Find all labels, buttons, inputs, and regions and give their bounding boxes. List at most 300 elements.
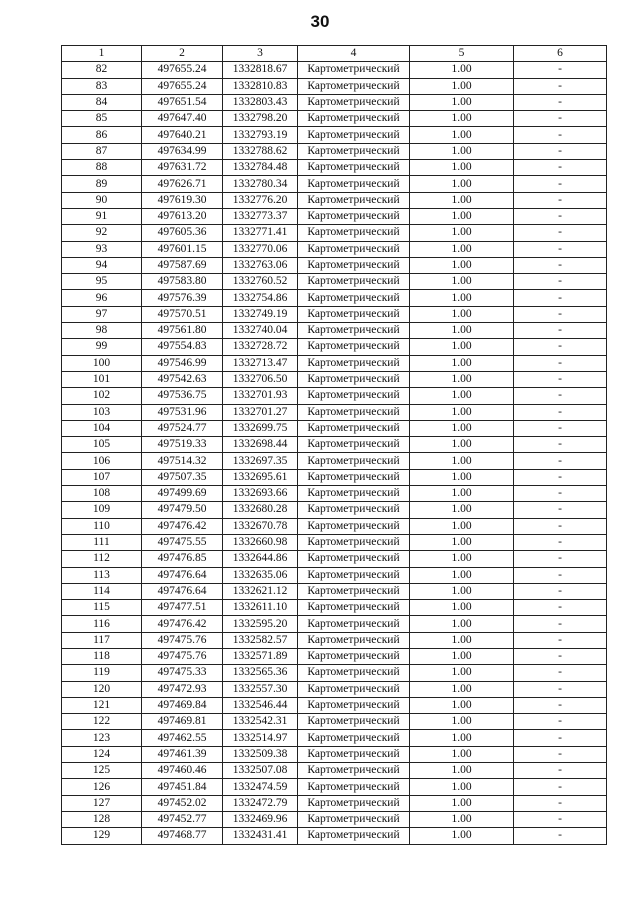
note-cell: - — [514, 192, 607, 208]
y-coordinate-cell: 1332557.30 — [223, 681, 298, 697]
point-number-cell: 89 — [62, 176, 142, 192]
method-cell: Картометрический — [298, 225, 410, 241]
table-row — [62, 763, 607, 779]
note-cell: - — [514, 730, 607, 746]
method-cell: Картометрический — [298, 420, 410, 436]
table-row — [62, 486, 607, 502]
x-coordinate-cell: 497651.54 — [142, 94, 223, 110]
note-cell: - — [514, 453, 607, 469]
accuracy-cell: 1.00 — [410, 143, 514, 159]
y-coordinate-cell: 1332472.79 — [223, 795, 298, 811]
point-number-cell: 125 — [62, 763, 142, 779]
x-coordinate-cell: 497531.96 — [142, 404, 223, 420]
point-number-cell: 91 — [62, 208, 142, 224]
note-cell: - — [514, 404, 607, 420]
y-coordinate-cell: 1332776.20 — [223, 192, 298, 208]
point-number-cell: 109 — [62, 502, 142, 518]
point-number-cell: 127 — [62, 795, 142, 811]
x-coordinate-cell: 497499.69 — [142, 486, 223, 502]
note-cell: - — [514, 127, 607, 143]
method-cell: Картометрический — [298, 176, 410, 192]
y-coordinate-cell: 1332635.06 — [223, 567, 298, 583]
point-number-cell: 92 — [62, 225, 142, 241]
accuracy-cell: 1.00 — [410, 681, 514, 697]
x-coordinate-cell: 497655.24 — [142, 62, 223, 78]
note-cell: - — [514, 518, 607, 534]
x-coordinate-cell: 497475.55 — [142, 534, 223, 550]
note-cell: - — [514, 241, 607, 257]
x-coordinate-cell: 497507.35 — [142, 469, 223, 485]
method-cell: Картометрический — [298, 437, 410, 453]
y-coordinate-cell: 1332582.57 — [223, 632, 298, 648]
table-row — [62, 241, 607, 257]
point-number-cell: 104 — [62, 420, 142, 436]
method-cell: Картометрический — [298, 616, 410, 632]
note-cell: - — [514, 567, 607, 583]
accuracy-cell: 1.00 — [410, 192, 514, 208]
y-coordinate-cell: 1332611.10 — [223, 600, 298, 616]
point-number-cell: 122 — [62, 714, 142, 730]
table-row — [62, 600, 607, 616]
y-coordinate-cell: 1332793.19 — [223, 127, 298, 143]
point-number-cell: 100 — [62, 355, 142, 371]
point-number-cell: 103 — [62, 404, 142, 420]
accuracy-cell: 1.00 — [410, 779, 514, 795]
table-row — [62, 274, 607, 290]
y-coordinate-cell: 1332507.08 — [223, 763, 298, 779]
method-cell: Картометрический — [298, 811, 410, 827]
method-cell: Картометрический — [298, 62, 410, 78]
point-number-cell: 117 — [62, 632, 142, 648]
method-cell: Картометрический — [298, 453, 410, 469]
accuracy-cell: 1.00 — [410, 486, 514, 502]
note-cell: - — [514, 469, 607, 485]
column-header-2: 2 — [142, 46, 223, 62]
note-cell: - — [514, 355, 607, 371]
table-row — [62, 437, 607, 453]
method-cell: Картометрический — [298, 746, 410, 762]
point-number-cell: 118 — [62, 648, 142, 664]
table-row — [62, 143, 607, 159]
x-coordinate-cell: 497475.33 — [142, 665, 223, 681]
y-coordinate-cell: 1332660.98 — [223, 534, 298, 550]
method-cell: Картометрический — [298, 127, 410, 143]
note-cell: - — [514, 600, 607, 616]
accuracy-cell: 1.00 — [410, 502, 514, 518]
note-cell: - — [514, 502, 607, 518]
x-coordinate-cell: 497655.24 — [142, 78, 223, 94]
accuracy-cell: 1.00 — [410, 714, 514, 730]
accuracy-cell: 1.00 — [410, 404, 514, 420]
table-row — [62, 306, 607, 322]
accuracy-cell: 1.00 — [410, 534, 514, 550]
coordinates-table — [61, 45, 607, 845]
table-header — [62, 46, 607, 62]
column-header-6: 6 — [514, 46, 607, 62]
point-number-cell: 90 — [62, 192, 142, 208]
note-cell: - — [514, 339, 607, 355]
method-cell: Картометрический — [298, 502, 410, 518]
y-coordinate-cell: 1332695.61 — [223, 469, 298, 485]
point-number-cell: 124 — [62, 746, 142, 762]
point-number-cell: 102 — [62, 388, 142, 404]
y-coordinate-cell: 1332698.44 — [223, 437, 298, 453]
accuracy-cell: 1.00 — [410, 127, 514, 143]
y-coordinate-cell: 1332701.93 — [223, 388, 298, 404]
x-coordinate-cell: 497475.76 — [142, 632, 223, 648]
method-cell: Картометрический — [298, 486, 410, 502]
x-coordinate-cell: 497452.77 — [142, 811, 223, 827]
table-row — [62, 388, 607, 404]
note-cell: - — [514, 290, 607, 306]
accuracy-cell: 1.00 — [410, 795, 514, 811]
accuracy-cell: 1.00 — [410, 730, 514, 746]
table-row — [62, 714, 607, 730]
x-coordinate-cell: 497476.85 — [142, 551, 223, 567]
point-number-cell: 83 — [62, 78, 142, 94]
accuracy-cell: 1.00 — [410, 632, 514, 648]
x-coordinate-cell: 497554.83 — [142, 339, 223, 355]
note-cell: - — [514, 143, 607, 159]
table-row — [62, 176, 607, 192]
note-cell: - — [514, 111, 607, 127]
accuracy-cell: 1.00 — [410, 355, 514, 371]
method-cell: Картометрический — [298, 567, 410, 583]
point-number-cell: 93 — [62, 241, 142, 257]
note-cell: - — [514, 225, 607, 241]
accuracy-cell: 1.00 — [410, 763, 514, 779]
x-coordinate-cell: 497476.64 — [142, 583, 223, 599]
y-coordinate-cell: 1332771.41 — [223, 225, 298, 241]
method-cell: Картометрический — [298, 730, 410, 746]
x-coordinate-cell: 497476.64 — [142, 567, 223, 583]
x-coordinate-cell: 497613.20 — [142, 208, 223, 224]
x-coordinate-cell: 497536.75 — [142, 388, 223, 404]
note-cell: - — [514, 486, 607, 502]
table-row — [62, 404, 607, 420]
note-cell: - — [514, 306, 607, 322]
point-number-cell: 97 — [62, 306, 142, 322]
point-number-cell: 101 — [62, 371, 142, 387]
note-cell: - — [514, 763, 607, 779]
point-number-cell: 111 — [62, 534, 142, 550]
x-coordinate-cell: 497583.80 — [142, 274, 223, 290]
accuracy-cell: 1.00 — [410, 697, 514, 713]
accuracy-cell: 1.00 — [410, 551, 514, 567]
x-coordinate-cell: 497631.72 — [142, 160, 223, 176]
method-cell: Картометрический — [298, 306, 410, 322]
page-number: 30 — [310, 12, 330, 31]
y-coordinate-cell: 1332509.38 — [223, 746, 298, 762]
accuracy-cell: 1.00 — [410, 241, 514, 257]
note-cell: - — [514, 681, 607, 697]
table-row — [62, 795, 607, 811]
method-cell: Картометрический — [298, 583, 410, 599]
accuracy-cell: 1.00 — [410, 648, 514, 664]
method-cell: Картометрический — [298, 534, 410, 550]
point-number-cell: 120 — [62, 681, 142, 697]
x-coordinate-cell: 497524.77 — [142, 420, 223, 436]
y-coordinate-cell: 1332763.06 — [223, 257, 298, 273]
y-coordinate-cell: 1332699.75 — [223, 420, 298, 436]
x-coordinate-cell: 497561.80 — [142, 323, 223, 339]
x-coordinate-cell: 497462.55 — [142, 730, 223, 746]
method-cell: Картометрический — [298, 828, 410, 844]
x-coordinate-cell: 497477.51 — [142, 600, 223, 616]
x-coordinate-cell: 497469.81 — [142, 714, 223, 730]
table-row — [62, 111, 607, 127]
point-number-cell: 113 — [62, 567, 142, 583]
table-row — [62, 469, 607, 485]
x-coordinate-cell: 497469.84 — [142, 697, 223, 713]
y-coordinate-cell: 1332754.86 — [223, 290, 298, 306]
method-cell: Картометрический — [298, 632, 410, 648]
table-row — [62, 208, 607, 224]
column-header-1: 1 — [62, 46, 142, 62]
point-number-cell: 112 — [62, 551, 142, 567]
table-row — [62, 616, 607, 632]
y-coordinate-cell: 1332713.47 — [223, 355, 298, 371]
y-coordinate-cell: 1332770.06 — [223, 241, 298, 257]
accuracy-cell: 1.00 — [410, 453, 514, 469]
method-cell: Картометрический — [298, 257, 410, 273]
accuracy-cell: 1.00 — [410, 746, 514, 762]
x-coordinate-cell: 497605.36 — [142, 225, 223, 241]
note-cell: - — [514, 388, 607, 404]
column-header-5: 5 — [410, 46, 514, 62]
method-cell: Картометрический — [298, 323, 410, 339]
table-row — [62, 192, 607, 208]
method-cell: Картометрический — [298, 111, 410, 127]
method-cell: Картометрический — [298, 551, 410, 567]
y-coordinate-cell: 1332701.27 — [223, 404, 298, 420]
x-coordinate-cell: 497476.42 — [142, 518, 223, 534]
x-coordinate-cell: 497479.50 — [142, 502, 223, 518]
table-row — [62, 94, 607, 110]
note-cell: - — [514, 632, 607, 648]
y-coordinate-cell: 1332760.52 — [223, 274, 298, 290]
note-cell: - — [514, 274, 607, 290]
accuracy-cell: 1.00 — [410, 306, 514, 322]
method-cell: Картометрический — [298, 648, 410, 664]
point-number-cell: 114 — [62, 583, 142, 599]
table-header-row — [62, 46, 607, 62]
note-cell: - — [514, 176, 607, 192]
point-number-cell: 110 — [62, 518, 142, 534]
y-coordinate-cell: 1332474.59 — [223, 779, 298, 795]
accuracy-cell: 1.00 — [410, 828, 514, 844]
point-number-cell: 94 — [62, 257, 142, 273]
accuracy-cell: 1.00 — [410, 616, 514, 632]
table-row — [62, 779, 607, 795]
x-coordinate-cell: 497475.76 — [142, 648, 223, 664]
note-cell: - — [514, 371, 607, 387]
accuracy-cell: 1.00 — [410, 600, 514, 616]
method-cell: Картометрический — [298, 290, 410, 306]
x-coordinate-cell: 497576.39 — [142, 290, 223, 306]
accuracy-cell: 1.00 — [410, 274, 514, 290]
y-coordinate-cell: 1332431.41 — [223, 828, 298, 844]
y-coordinate-cell: 1332514.97 — [223, 730, 298, 746]
accuracy-cell: 1.00 — [410, 225, 514, 241]
y-coordinate-cell: 1332680.28 — [223, 502, 298, 518]
method-cell: Картометрический — [298, 404, 410, 420]
y-coordinate-cell: 1332565.36 — [223, 665, 298, 681]
point-number-cell: 123 — [62, 730, 142, 746]
x-coordinate-cell: 497570.51 — [142, 306, 223, 322]
y-coordinate-cell: 1332728.72 — [223, 339, 298, 355]
point-number-cell: 106 — [62, 453, 142, 469]
table-row — [62, 420, 607, 436]
accuracy-cell: 1.00 — [410, 388, 514, 404]
x-coordinate-cell: 497647.40 — [142, 111, 223, 127]
accuracy-cell: 1.00 — [410, 323, 514, 339]
table-row — [62, 730, 607, 746]
point-number-cell: 82 — [62, 62, 142, 78]
point-number-cell: 84 — [62, 94, 142, 110]
y-coordinate-cell: 1332644.86 — [223, 551, 298, 567]
method-cell: Картометрический — [298, 94, 410, 110]
table-row — [62, 323, 607, 339]
table-row — [62, 225, 607, 241]
x-coordinate-cell: 497472.93 — [142, 681, 223, 697]
method-cell: Картометрический — [298, 600, 410, 616]
method-cell: Картометрический — [298, 665, 410, 681]
point-number-cell: 115 — [62, 600, 142, 616]
table-row — [62, 518, 607, 534]
note-cell: - — [514, 62, 607, 78]
y-coordinate-cell: 1332542.31 — [223, 714, 298, 730]
method-cell: Картометрический — [298, 518, 410, 534]
y-coordinate-cell: 1332749.19 — [223, 306, 298, 322]
note-cell: - — [514, 160, 607, 176]
y-coordinate-cell: 1332810.83 — [223, 78, 298, 94]
note-cell: - — [514, 828, 607, 844]
table-body — [62, 62, 607, 844]
x-coordinate-cell: 497452.02 — [142, 795, 223, 811]
table-row — [62, 160, 607, 176]
note-cell: - — [514, 257, 607, 273]
table-row — [62, 828, 607, 844]
point-number-cell: 88 — [62, 160, 142, 176]
table-row — [62, 502, 607, 518]
note-cell: - — [514, 583, 607, 599]
table-row — [62, 62, 607, 78]
y-coordinate-cell: 1332784.48 — [223, 160, 298, 176]
accuracy-cell: 1.00 — [410, 437, 514, 453]
y-coordinate-cell: 1332780.34 — [223, 176, 298, 192]
y-coordinate-cell: 1332773.37 — [223, 208, 298, 224]
table-row — [62, 632, 607, 648]
y-coordinate-cell: 1332788.62 — [223, 143, 298, 159]
method-cell: Картометрический — [298, 192, 410, 208]
method-cell: Картометрический — [298, 714, 410, 730]
method-cell: Картометрический — [298, 697, 410, 713]
y-coordinate-cell: 1332546.44 — [223, 697, 298, 713]
point-number-cell: 107 — [62, 469, 142, 485]
point-number-cell: 108 — [62, 486, 142, 502]
table-row — [62, 78, 607, 94]
method-cell: Картометрический — [298, 160, 410, 176]
table-row — [62, 371, 607, 387]
x-coordinate-cell: 497626.71 — [142, 176, 223, 192]
note-cell: - — [514, 746, 607, 762]
method-cell: Картометрический — [298, 681, 410, 697]
y-coordinate-cell: 1332621.12 — [223, 583, 298, 599]
note-cell: - — [514, 78, 607, 94]
point-number-cell: 129 — [62, 828, 142, 844]
point-number-cell: 96 — [62, 290, 142, 306]
note-cell: - — [514, 665, 607, 681]
note-cell: - — [514, 714, 607, 730]
y-coordinate-cell: 1332818.67 — [223, 62, 298, 78]
y-coordinate-cell: 1332469.96 — [223, 811, 298, 827]
x-coordinate-cell: 497619.30 — [142, 192, 223, 208]
note-cell: - — [514, 795, 607, 811]
accuracy-cell: 1.00 — [410, 371, 514, 387]
method-cell: Картометрический — [298, 469, 410, 485]
note-cell: - — [514, 437, 607, 453]
accuracy-cell: 1.00 — [410, 208, 514, 224]
note-cell: - — [514, 697, 607, 713]
y-coordinate-cell: 1332798.20 — [223, 111, 298, 127]
accuracy-cell: 1.00 — [410, 665, 514, 681]
note-cell: - — [514, 208, 607, 224]
point-number-cell: 105 — [62, 437, 142, 453]
method-cell: Картометрический — [298, 388, 410, 404]
method-cell: Картометрический — [298, 78, 410, 94]
table-row — [62, 257, 607, 273]
table-row — [62, 811, 607, 827]
table-row — [62, 681, 607, 697]
y-coordinate-cell: 1332740.04 — [223, 323, 298, 339]
table-row — [62, 583, 607, 599]
note-cell: - — [514, 811, 607, 827]
method-cell: Картометрический — [298, 763, 410, 779]
note-cell: - — [514, 779, 607, 795]
note-cell: - — [514, 94, 607, 110]
accuracy-cell: 1.00 — [410, 518, 514, 534]
x-coordinate-cell: 497460.46 — [142, 763, 223, 779]
method-cell: Картометрический — [298, 371, 410, 387]
accuracy-cell: 1.00 — [410, 339, 514, 355]
column-header-3: 3 — [223, 46, 298, 62]
x-coordinate-cell: 497601.15 — [142, 241, 223, 257]
point-number-cell: 126 — [62, 779, 142, 795]
method-cell: Картометрический — [298, 208, 410, 224]
point-number-cell: 116 — [62, 616, 142, 632]
y-coordinate-cell: 1332697.35 — [223, 453, 298, 469]
table-row — [62, 290, 607, 306]
accuracy-cell: 1.00 — [410, 176, 514, 192]
x-coordinate-cell: 497451.84 — [142, 779, 223, 795]
table-row — [62, 746, 607, 762]
method-cell: Картометрический — [298, 795, 410, 811]
table-row — [62, 355, 607, 371]
accuracy-cell: 1.00 — [410, 811, 514, 827]
accuracy-cell: 1.00 — [410, 567, 514, 583]
note-cell: - — [514, 551, 607, 567]
x-coordinate-cell: 497461.39 — [142, 746, 223, 762]
y-coordinate-cell: 1332595.20 — [223, 616, 298, 632]
table-row — [62, 665, 607, 681]
table-row — [62, 339, 607, 355]
table-row — [62, 534, 607, 550]
table-row — [62, 697, 607, 713]
table-row — [62, 551, 607, 567]
point-number-cell: 128 — [62, 811, 142, 827]
y-coordinate-cell: 1332571.89 — [223, 648, 298, 664]
